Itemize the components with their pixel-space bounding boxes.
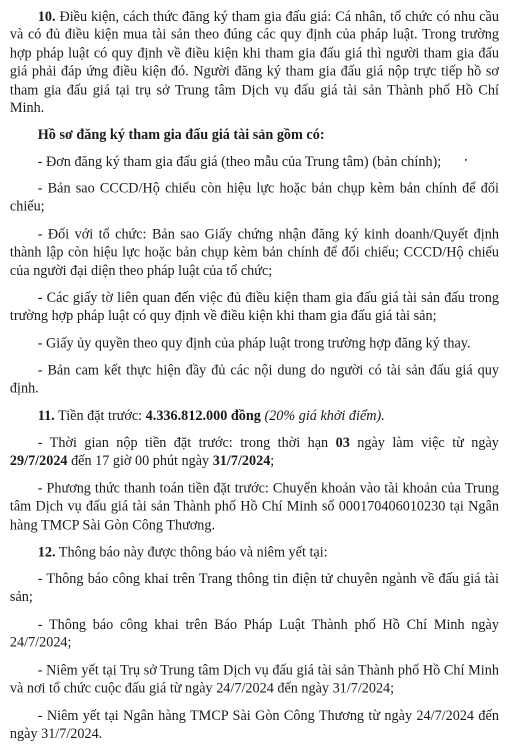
deposit-end-date: 31/7/2024 — [212, 453, 271, 470]
notice-item-3: - Niêm yết tại Trụ sở Trung tâm Dịch vụ đấu giá tài sản Thành phố Hồ Chí Minh và nơi tổ chức cuộc đấu giá từ ngày 24/7/2024 đến ngày 31/7/2024; — [9, 662, 499, 697]
dossier-item-3: - Đối với tổ chức: Bản sao Giấy chứng nhận đăng ký kinh doanh/Quyết định thành lập còn hiệu lực hoặc bản chụp kèm bản chính để đối chiếu; CCCD/Hộ chiếu của người đại diện theo pháp luật của tổ chức; — [9, 226, 499, 279]
deposit-time-mid2: đến 17 giờ 00 phút ngày — [67, 453, 213, 470]
section-12-number: 12. — [37, 544, 56, 561]
section-11-number: 11. — [37, 408, 55, 425]
deposit-start-date: 29/7/2024 — [9, 453, 68, 470]
dossier-item-6: - Bản cam kết thực hiện đầy đủ các nội dung do người có tài sản đấu giá quy định. — [9, 362, 499, 397]
deposit-note: (20% giá khởi điểm). — [260, 408, 385, 425]
section-10 — [10, 8, 499, 118]
dossier-heading-text: Hồ sơ đăng ký tham gia đấu giá tài sản gồm có: — [37, 127, 325, 144]
deposit-time-mid: ngày làm việc từ ngày — [349, 435, 499, 451]
notice-item-1: - Thông báo công khai trên Trang thông tin điện tử chuyên ngành về đấu giá tài sản; — [9, 571, 499, 606]
deposit-time-post: ; — [270, 453, 275, 470]
deposit-method: - Phương thức thanh toán tiền đặt trước: Chuyển khoản vào tài khoản của Trung tâm Dịch vụ đấu giá tài sản Thành phố Hồ Chí Minh số 000170406010230 tại Ngân hàng TMCP Sài Gòn Công Thương. — [9, 480, 499, 534]
section-11-label: Tiền đặt trước: — [54, 408, 146, 425]
section-12-text: Thông báo này được thông báo và niêm yết tại: — [55, 544, 328, 561]
notice-item-4: - Niêm yết tại Ngân hàng TMCP Sài Gòn Công Thương từ ngày 24/7/2024 đến ngày 31/7/2024. — [9, 708, 499, 743]
section-12 — [10, 543, 499, 561]
dossier-item-5: - Giấy ủy quyền theo quy định của pháp luật trong trường hợp đăng ký thay. — [37, 335, 471, 352]
dossier-item-2: - Bản sao CCCD/Hộ chiếu còn hiệu lực hoặc bản chụp kèm bản chính để đối chiếu; — [9, 180, 499, 215]
notice-item-2: - Thông báo công khai trên Báo Pháp Luật Thành phố Hồ Chí Minh ngày 24/7/2024; — [9, 616, 499, 652]
stray-dot — [465, 159, 467, 161]
dossier-item-1: - Đơn đăng ký tham gia đấu giá (theo mẫu của Trung tâm) (bản chính); — [37, 153, 442, 170]
deposit-time-pre: - Thời gian nộp tiền đặt trước: trong thời hạn — [37, 435, 336, 451]
dossier-item-4: - Các giấy tờ liên quan đến việc đủ điều kiện tham gia đấu giá tài sản đấu trong trường hợp pháp luật có quy định về điều kiện khi tham gia đấu giá tài sản; — [9, 290, 499, 325]
deposit-amount: 4.336.812.000 đồng — [145, 408, 261, 425]
section-10-text: Điều kiện, cách thức đăng ký tham gia đấu giá: Cá nhân, tổ chức có nhu cầu và có đủ điều kiện mua tài sản theo đúng các quy định của pháp luật. Trong trường hợp pháp luật có quy định về điều kiện khi tham gia đấu giá thì người tham gia đấu giá phải đáp ứng điều kiện đó. Người đăng ký tham gia đấu giá nộp trực tiếp hồ sơ tham gia đấu giá tại trụ sở Trung tâm Dịch vụ đấu giá tài sản Thành phố Hồ Chí Minh. — [9, 8, 499, 117]
deposit-days: 03 — [335, 435, 350, 451]
section-11 — [10, 407, 499, 425]
dossier-heading — [10, 126, 499, 144]
deposit-time — [10, 434, 499, 471]
section-10-number: 10. — [37, 8, 56, 25]
